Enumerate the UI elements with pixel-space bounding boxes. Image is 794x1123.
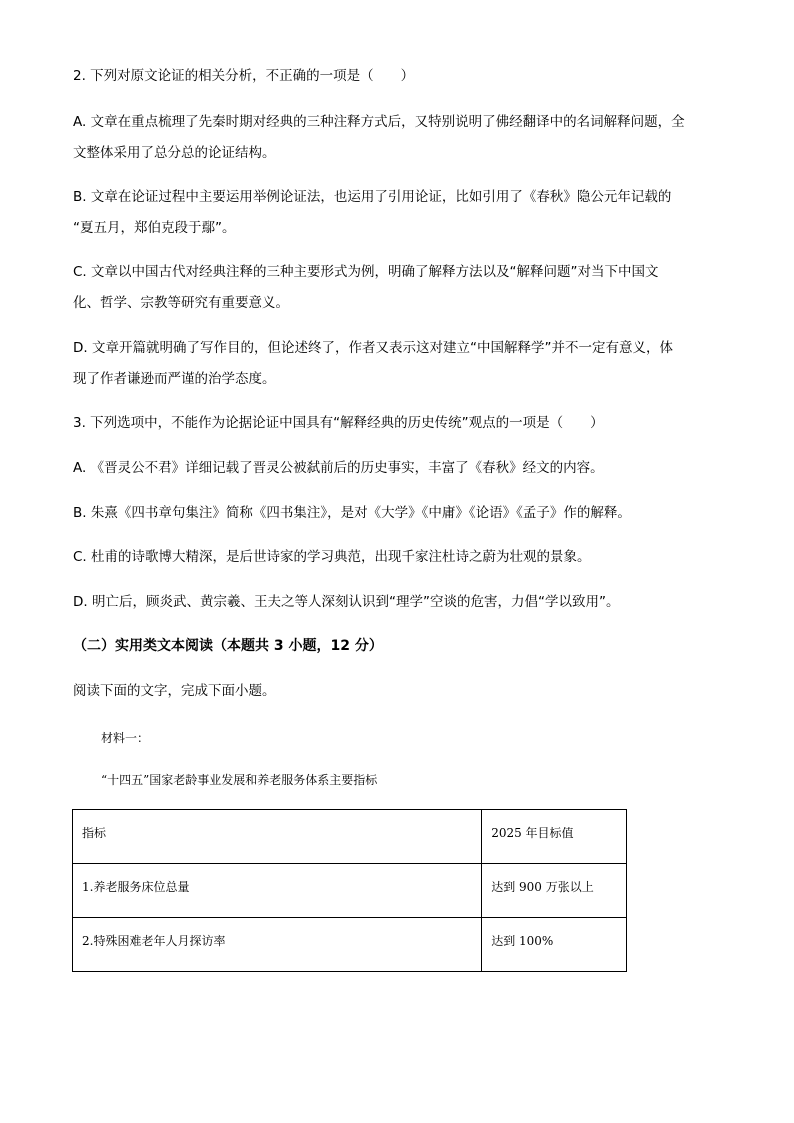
reading-instruction: 阅读下面的文字，完成下面小题。	[73, 683, 276, 699]
q2-option-b-line2: “夏五月，郑伯克段于鄢”。	[73, 220, 236, 236]
q2-option-d-line2: 现了作者谦逊而严谨的治学态度。	[73, 371, 276, 387]
table-row	[73, 918, 627, 972]
q3-option-c: C. 杜甫的诗歌博大精深，是后世诗家的学习典范，出现千家注杜诗之蔚为壮观的景象。	[73, 549, 591, 565]
q2-option-c-line2: 化、哲学、宗教等研究有重要意义。	[73, 295, 289, 311]
table-cell: 达到 900 万张以上	[482, 864, 627, 918]
q2-option-b-line1: B. 文章在论证过程中主要运用举例论证法，也运用了引用论证，比如引用了《春秋》隐公元年记载的	[73, 189, 672, 205]
q2-option-c-line1: C. 文章以中国古代对经典注释的三种主要形式为例，明确了解释方法以及“解释问题”对当下中国文	[73, 264, 659, 280]
q3-option-b: B. 朱熹《四书章句集注》简称《四书集注》，是对《大学》《中庸》《论语》《孟子》作的解释。	[73, 505, 631, 521]
table-cell: 1.养老服务床位总量	[73, 864, 482, 918]
q2-option-d-line1: D. 文章开篇就明确了写作目的，但论述终了，作者又表示这对建立“中国解释学”并不一定有意义，体	[73, 340, 673, 356]
q2-option-a-line1: A. 文章在重点梳理了先秦时期对经典的三种注释方式后，又特别说明了佛经翻译中的名词解释问题，全	[73, 114, 685, 130]
table-cell: 2.特殊困难老年人月探访率	[73, 918, 482, 972]
table-title: “十四五”国家老龄事业发展和养老服务体系主要指标	[101, 773, 378, 787]
q2-stem: 2. 下列对原文论证的相关分析，不正确的一项是（ ）	[73, 68, 415, 84]
table-row	[73, 864, 627, 918]
q3-option-a: A. 《晋灵公不君》详细记载了晋灵公被弑前后的历史事实，丰富了《春秋》经文的内容。	[73, 460, 604, 476]
q3-option-d: D. 明亡后，顾炎武、黄宗羲、王夫之等人深刻认识到“理学”空谈的危害，力倡“学以致用”。	[73, 594, 620, 610]
section-heading: （二）实用类文本阅读（本题共 3 小题，12 分）	[73, 638, 383, 654]
indicator-table	[72, 809, 627, 972]
q3-stem: 3. 下列选项中，不能作为论据论证中国具有“解释经典的历史传统”观点的一项是（ ）	[73, 415, 604, 431]
q2-option-a-line2: 文整体采用了总分总的论证结构。	[73, 145, 276, 161]
material-label: 材料一：	[101, 731, 150, 745]
table-header-row	[73, 810, 627, 864]
table-header-cell: 2025 年目标值	[482, 810, 627, 864]
table-header-cell: 指标	[73, 810, 482, 864]
table-cell: 达到 100%	[482, 918, 627, 972]
